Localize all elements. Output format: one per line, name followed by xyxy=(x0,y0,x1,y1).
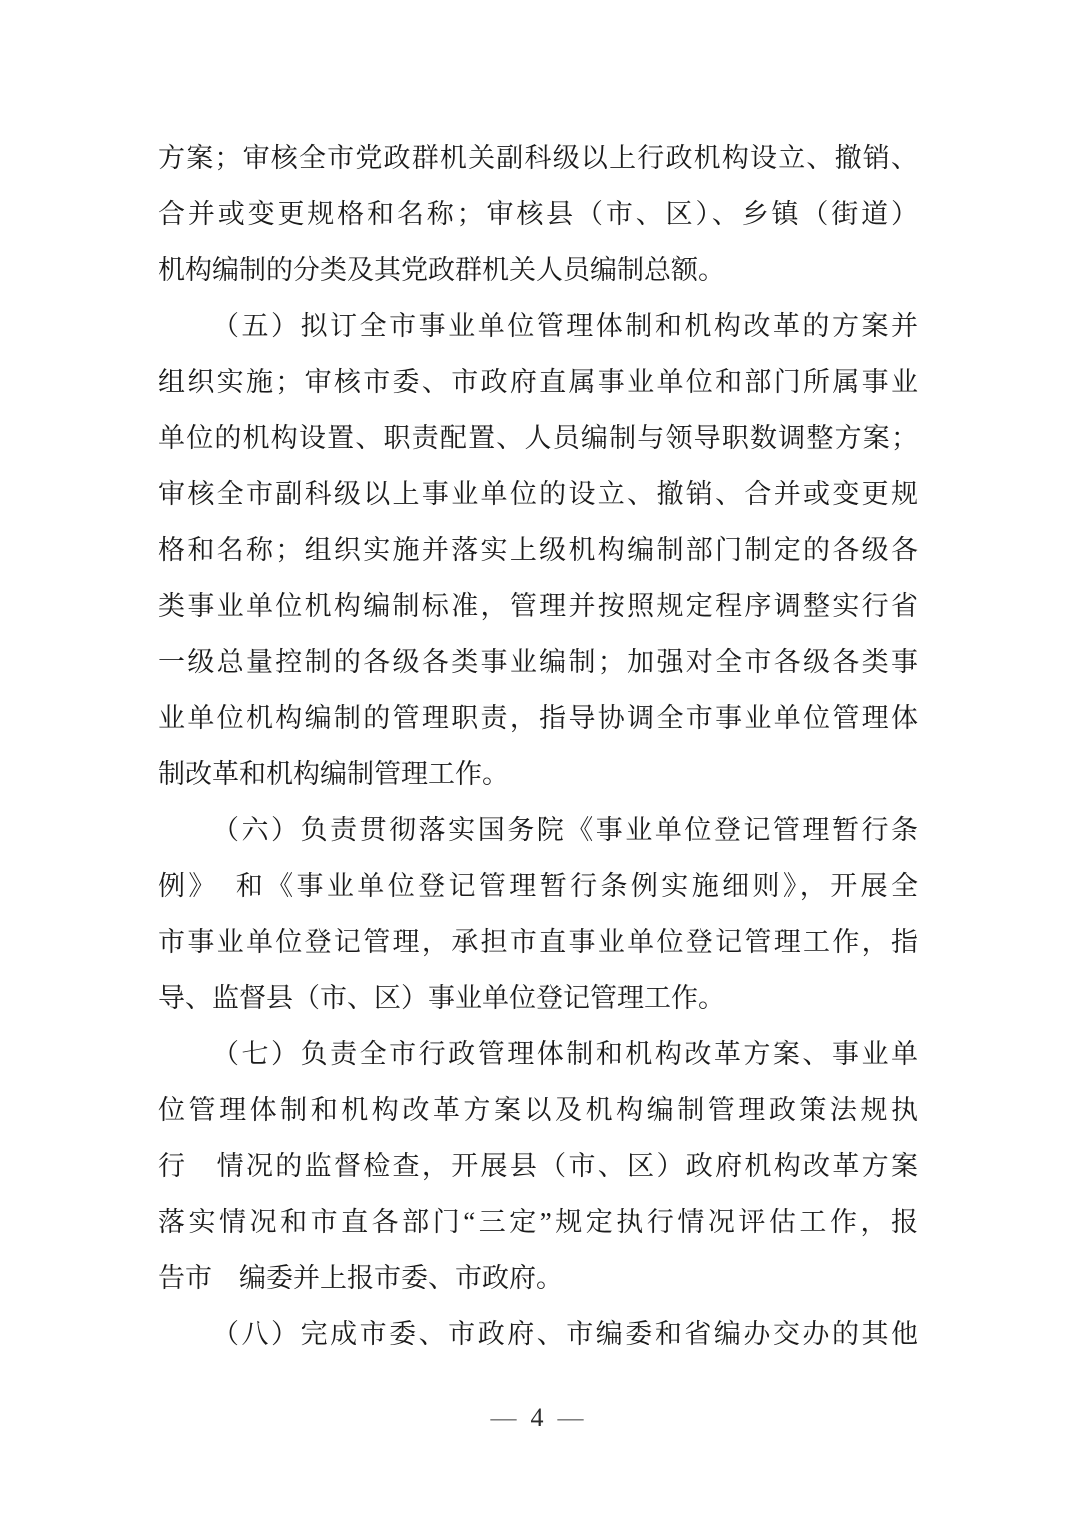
text-line: 告市 编委并上报市委、市政府。 xyxy=(158,1263,563,1293)
text-line: 例》 和《事业单位登记管理暂行条例实施细则》，开展全 xyxy=(158,871,918,901)
text-line: 一级总量控制的各级各类事业编制；加强对全市各级各类事 xyxy=(158,647,918,677)
text-line: 制改革和机构编制管理工作。 xyxy=(158,759,509,789)
text-line: （八）完成市委、市政府、市编委和省编办交办的其他 xyxy=(212,1319,918,1349)
page-number: 4 xyxy=(530,1403,544,1432)
text-line: 格和名称；组织实施并落实上级机构编制部门制定的各级各 xyxy=(158,535,918,565)
text-line: （七）负责全市行政管理体制和机构改革方案、事业单 xyxy=(212,1039,918,1069)
text-line: 业单位机构编制的管理职责，指导协调全市事业单位管理体 xyxy=(158,703,918,733)
text-line: （六）负责贯彻落实国务院《事业单位登记管理暂行条 xyxy=(212,815,918,845)
text-line: 方案；审核全市党政群机关副科级以上行政机构设立、撤销、 xyxy=(158,143,918,173)
footer-dash-right: — xyxy=(557,1403,584,1432)
footer-dash-left: — xyxy=(490,1403,517,1432)
text-line: 行 情况的监督检查，开展县（市、区）政府机构改革方案 xyxy=(158,1151,918,1181)
text-line: 落实情况和市直各部门“三定”规定执行情况评估工作，报 xyxy=(158,1207,918,1237)
text-line: 合并或变更规格和名称；审核县（市、区）、乡镇（街道） xyxy=(158,199,918,229)
text-body xyxy=(158,130,918,1362)
text-line: （五）拟订全市事业单位管理体制和机构改革的方案并 xyxy=(212,311,918,341)
text-line: 市事业单位登记管理，承担市直事业单位登记管理工作，指 xyxy=(158,927,918,957)
page-footer xyxy=(0,1398,1074,1438)
text-line: 位管理体制和机构改革方案以及机构编制管理政策法规执 xyxy=(158,1095,918,1125)
text-line: 类事业单位机构编制标准，管理并按照规定程序调整实行省 xyxy=(158,591,918,621)
text-line: 审核全市副科级以上事业单位的设立、撤销、合并或变更规 xyxy=(158,479,918,509)
text-line: 单位的机构设置、职责配置、人员编制与领导职数调整方案； xyxy=(158,423,918,453)
text-line: 组织实施；审核市委、市政府直属事业单位和部门所属事业 xyxy=(158,367,918,397)
paragraph-item-7 xyxy=(158,1026,918,1306)
text-line: 导、监督县（市、区）事业单位登记管理工作。 xyxy=(158,983,725,1013)
text-line: 机构编制的分类及其党政群机关人员编制总额。 xyxy=(158,255,725,285)
paragraph-item-5 xyxy=(158,298,918,802)
paragraph-continuation xyxy=(158,130,918,298)
paragraph-item-6 xyxy=(158,802,918,1026)
paragraph-item-8 xyxy=(158,1306,918,1362)
